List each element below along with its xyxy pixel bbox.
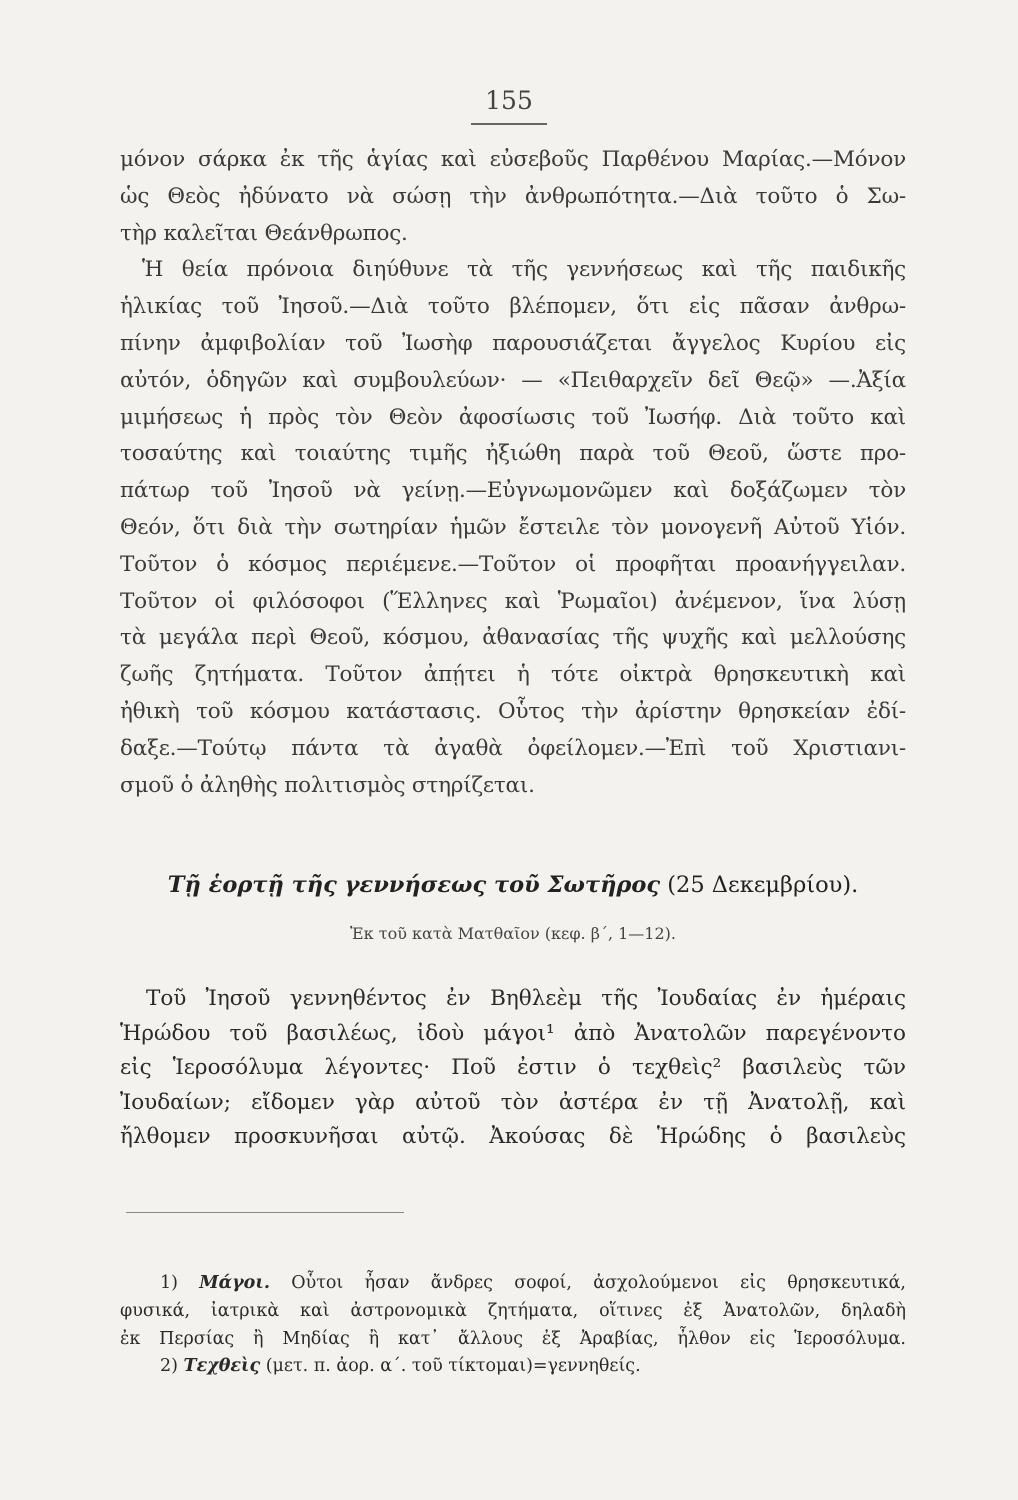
text-line: εἰς Ἱεροσόλυμα λέγοντες· Ποῦ ἐστιν ὁ τεχθεὶς² βασιλεὺς τῶν [120, 1055, 906, 1081]
text-line: Θεόν, ὅτι διὰ τὴν σωτηρίαν ἡμῶν ἔστειλε τὸν μονογενῆ Αὐτοῦ Υἱόν. [120, 514, 906, 540]
gospel-paragraph [120, 982, 906, 1155]
heading-date: (25 Δεκεμβρίου). [667, 872, 859, 898]
text-line: σμοῦ ὁ ἀληθὴς πολιτισμὸς στηρίζεται. [120, 772, 535, 798]
footnote-line [120, 1270, 906, 1298]
text-line: Τοῦ Ἰησοῦ γεννηθέντος ἐν Βηθλεὲμ τῆς Ἰουδαίας ἐν ἡμέραις [146, 986, 906, 1011]
footnote-line: φυσικά, ἰατρικὰ καὶ ἀστρονομικὰ ζητήματα, οἵτινες ἐξ Ἀνατολῶν, δηλαδὴ [120, 1300, 906, 1321]
text-line: Ἡρώδου τοῦ βασιλέως, ἰδοὺ μάγοι¹ ἀπὸ Ἀνατολῶν παρεγένοντο [120, 1020, 906, 1046]
page-number: 155 [485, 86, 533, 115]
text-line: αὐτόν, ὁδηγῶν καὶ συμβουλεύων· — «Πειθαρχεῖν δεῖ Θεῷ» —.Ἀξία [120, 367, 906, 393]
text-line: Τοῦτον οἱ φιλόσοφοι (Ἕλληνες καὶ Ῥωμαῖοι) ἀνέμενον, ἵνα λύσῃ [120, 588, 906, 614]
text-line: ζωῆς ζητήματα. Τοῦτον ἀπῄτει ἡ τότε οἰκτρὰ θρησκευτικὴ καὶ [120, 662, 906, 688]
text-line: ἡλικίας τοῦ Ἰησοῦ.—Διὰ τοῦτο βλέπομεν, ὅτι εἰς πᾶσαν ἀνθρω- [120, 294, 906, 320]
text-line: Τοῦτον ὁ κόσμος περιέμενε.—Τοῦτον οἱ προφῆται προανήγγειλαν. [120, 551, 906, 577]
text-line: ἤλθομεν προσκυνῆσαι αὐτῷ. Ἀκούσας δὲ Ἡρώδης ὁ βασιλεὺς [120, 1124, 906, 1150]
text-line: τοσαύτης καὶ τοιαύτης τιμῆς ἠξιώθη παρὰ τοῦ Θεοῦ, ὥστε προ- [120, 441, 906, 467]
text-line: ὡς Θεὸς ἠδύνατο νὰ σώσῃ τὴν ἀνθρωπότητα.—Διὰ τοῦτο ὁ Σω- [120, 183, 906, 209]
footnote-text: (μετ. π. ἀορ. α΄. τοῦ τίκτομαι)=γεννηθείς. [265, 1356, 641, 1377]
text-line: ἠθικὴ τοῦ κόσμου κατάστασις. Οὗτος τὴν ἀρίστην θρησκείαν ἐδί- [120, 698, 906, 724]
footnote-term: Τεχθεὶς [183, 1356, 261, 1377]
footnote-text: Οὗτοι ἦσαν ἄνδρες σοφοί, ἀσχολούμενοι εἰς θρησκευτικά, [291, 1273, 906, 1293]
text-line: Ἰουδαίων; εἴδομεν γὰρ αὐτοῦ τὸν ἀστέρα ἐν τῇ Ἀνατολῇ, καὶ [120, 1089, 906, 1115]
footnote-line: ἐκ Περσίας ἢ Μηδίας ἢ κατ᾽ ἄλλους ἐξ Ἀραβίας, ἦλθον εἰς Ἱεροσόλυμα. [120, 1328, 906, 1349]
footnote-marker: 1) [160, 1273, 178, 1293]
footnotes [120, 1270, 906, 1381]
text-line: τὰ μεγάλα περὶ Θεοῦ, κόσμου, ἀθανασίας τῆς ψυχῆς καὶ μελλούσης [120, 625, 906, 651]
text-line: μόνον σάρκα ἐκ τῆς ἁγίας καὶ εὐσεβοῦς Παρθένου Μαρίας.—Μόνον [120, 147, 906, 172]
page-number-underline [471, 123, 547, 125]
text-line: μιμήσεως ἡ πρὸς τὸν Θεὸν ἀφοσίωσις τοῦ Ἰωσήφ. Διὰ τοῦτο καὶ [120, 404, 906, 430]
footnote-term: Μάγοι. [199, 1273, 270, 1293]
heading-title: Τῇ ἑορτῇ τῆς γεννήσεως τοῦ Σωτῆρος [167, 872, 661, 898]
text-line: πάτωρ τοῦ Ἰησοῦ νὰ γείνῃ.—Εὐγνωμονῶμεν καὶ δοξάζωμεν τὸν [120, 478, 906, 504]
text-line: δαξε.—Τούτῳ πάντα τὰ ἀγαθὰ ὀφείλομεν.—Ἐπὶ τοῦ Χριστιανι- [120, 735, 906, 761]
text-line: Ἡ θεία πρόνοια διηύθυνε τὰ τῆς γεννήσεως καὶ τῆς παιδικῆς [142, 257, 906, 283]
footnote-line [120, 1353, 906, 1381]
footnote-marker: 2) [160, 1356, 178, 1377]
section-heading [120, 872, 906, 898]
footnote-separator [126, 1212, 404, 1213]
text-line: πίνην ἀμφιβολίαν τοῦ Ἰωσὴφ παρουσιάζεται ἄγγελος Κυρίου εἰς [120, 330, 906, 356]
text-line: τὴρ καλεῖται Θεάνθρωπος. [120, 220, 408, 246]
section-source: Ἐκ τοῦ κατὰ Ματθαῖον (κεφ. β΄, 1—12). [350, 924, 676, 943]
main-paragraph [120, 142, 906, 804]
